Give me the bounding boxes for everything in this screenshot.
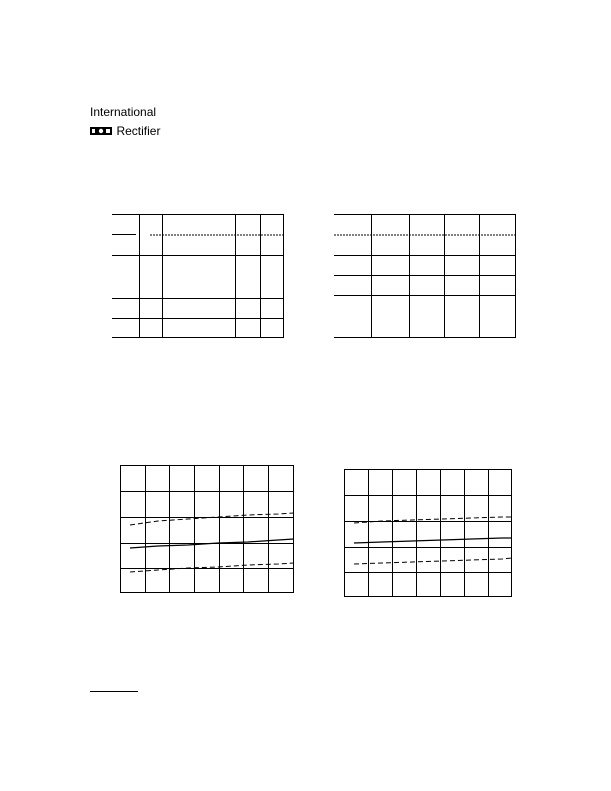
left-specification-table xyxy=(112,214,284,338)
right-graph xyxy=(342,467,514,599)
graph-upper-dashed-curve xyxy=(130,513,294,525)
logo-word: Rectifier xyxy=(116,123,161,138)
graph-frame xyxy=(345,470,512,597)
company-logo xyxy=(90,105,170,141)
right-specification-table xyxy=(334,214,516,338)
logo-line-rectifier xyxy=(90,122,160,136)
footnote-rule xyxy=(90,691,138,692)
left-graph xyxy=(118,463,296,595)
ior-logo-mark-icon xyxy=(90,126,112,136)
graph-lower-dashed-curve xyxy=(130,563,294,572)
graph-frame xyxy=(121,466,294,593)
logo-line-international: International xyxy=(90,105,157,119)
